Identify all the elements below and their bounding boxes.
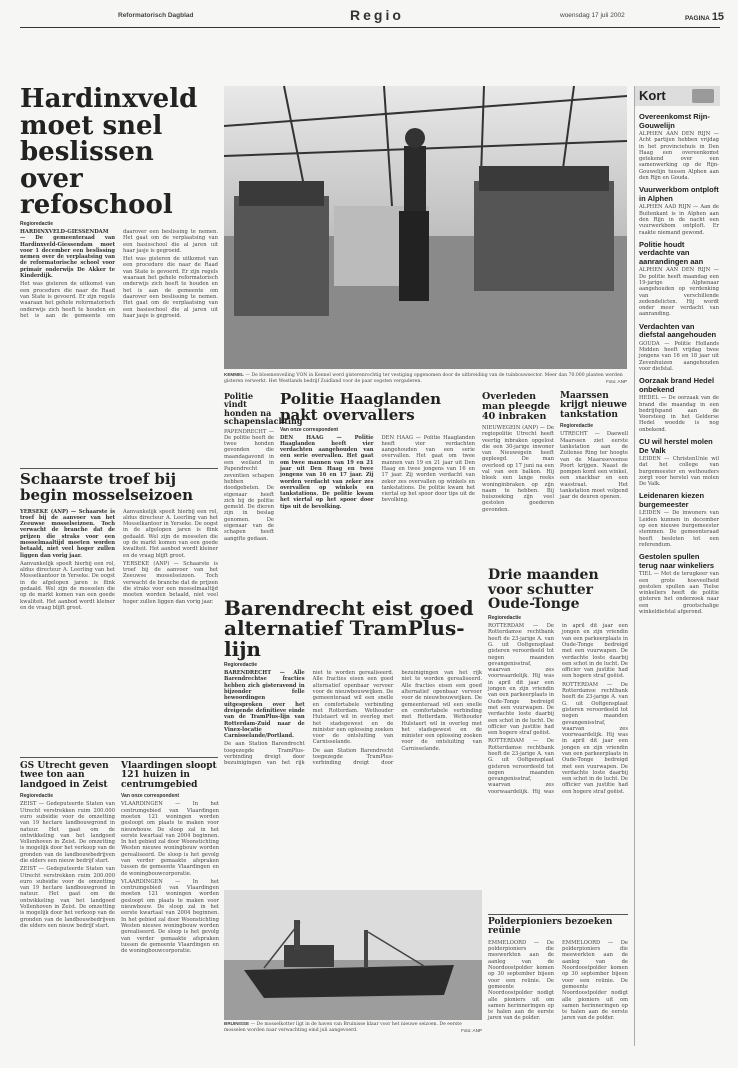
body-polderpioniers: EMMELOORD — De polderpioniers die meewerkten aan de aanleg van de Noordoostpolder komen op 30 september bijeen voor een reünie. De gemeente Noordoostpolder nodigt alle pioniers uit om samen herinneringen op te halen aan de eerste jaren van de polder.	[488, 939, 554, 1022]
article-hardinxveld	[20, 84, 218, 221]
headline-politie-haaglanden: Politie Haaglanden pakt overvallers	[280, 390, 442, 424]
kort-item: Verdachten van diefstal aangehouden GOUDA — Politie Hollands Midden heeft vrijdag twee jongens van 16 en 18 jaar uit Zevenhuizen aangehouden voor diefstal.	[639, 321, 719, 372]
masthead	[20, 6, 725, 28]
masthead-date: woensdag 17 juli 2002	[560, 12, 625, 19]
kicker-hardinxveld: Regioredactie	[20, 221, 54, 227]
kort-item: Oorzaak brand Hedel onbekend HEDEL — De oorzaak van de brand die maandag in een bedrijfspand aan de Voorsteeg in het Gelderse Hedel woedde is nog onbekend.	[639, 376, 719, 433]
article-politie-honden	[224, 391, 303, 592]
body-hardinxveld-2: Het was gisteren de uitkomst van een procedure die naar de Raad van State is gevoerd. Er zijn regels waaraan het gehele reformatorisch onderwijs zich heeft te houden en het is aan de gemeente om daarover een beslissing te nemen. Het gaat om de verplaatsing van een basisschool die al jaren uit haar jasje is gegroeid.	[123, 256, 218, 319]
divider-polder	[488, 914, 628, 915]
body-gs-utrecht: ZEIST — Gedeputeerde Staten van Utrecht verstrekken ruim 200.000 euro subsidie voor de omzetting van 19 hectare landbouwgrond in natuur. Het gaat om de ontwikkeling van het landgoed Vollenhoven in Zeist. De omzetting is mogelijk door het verkoop van de gronden van de landbouwbedrijven die elders een nieuw bedrijf start.	[20, 801, 115, 864]
body-maarssen: UTRECHT — Daewell Maarssen ziet eerste tankstation aan de Zuilense Ring ter hoogte van de Maarsseveense Poort krijgen. Naast de pompen komt een winkel, een snackbar en een wasstraat. Het tankstation moet volgend jaar de deuren openen.	[560, 431, 628, 501]
greenhouse-image	[224, 86, 627, 369]
body-politie-honden: PAPENDRECHT — De politie heeft de twee honden gevonden die maandagavond in een weiland in Papendrecht zeventien schapen hebben doodgebeten. De eigenaar heeft zich bij de politie gemeld. De dieren zijn in beslag genomen. De eigenaar van de schapen heeft aangifte gedaan.	[224, 428, 274, 542]
article-vlaardingen: Vlaardingen sloopt 121 huizen in centrumgebied Van onze correspondent VLAARDINGEN — In het centrumgebied van Vlaardingen moeten 121 woningen worden gesloopt om plaats te maken voor nieuwbouw. De sloop zal in het eerste kwartaal van 2004 beginnen. In het gebied zal door Woonstichting Westen nieuwe woningbouw worden gerealiseerd. De sloop is het gevolg van verder gemaakte afspraken tussen de gemeente Vlaardingen en de woningbouwcorporatie. VLAARDINGEN — In het centrumgebied van Vlaardingen moeten 121 woningen worden gesloopt om plaats te maken voor nieuwbouw. De sloop zal in het eerste kwartaal van 2004 beginnen. In het gebied zal door Woonstichting Westen nieuwe woningbouw worden gerealiseerd. De sloop is het gevolg van verder gemaakte afspraken tussen de gemeente Vlaardingen en de woningbouwcorporatie.	[121, 761, 219, 955]
photo-ship	[224, 890, 482, 1020]
article-hardinxveld-body	[20, 218, 218, 463]
map-icon	[692, 89, 714, 103]
lead-barendrecht: BARENDRECHT — Alle Barendrechtse fracties hebben zich gisteravond in bijzonder felle bewoordingen uitgesproken over het dreigende definitieve einde van de TramPlus-lijn van Rotterdam-Zuid naar de Vinex-locatie Carnisselande/Portland.	[224, 670, 305, 740]
headline-barendrecht: Barendrecht eist goed alternatief TramPlus-lijn	[224, 596, 474, 661]
photo-greenhouse	[224, 86, 627, 369]
photo-caption-greenhouse: KEMMEL — De bloemenveiling VON in Kennel werd gisterenrochtig ter vestiging opgenomen door de uitbreiding van de tuinbouwsector. Meer dan 70.000 planten werden gisteren verwerkt. Het Westlands bedrijf Zuidland voor de paar oogsten vergaderen. Foto: ANP	[224, 372, 627, 384]
article-polderpioniers: Polderpioniers bezoeken reünie EMMELOORD — De polderpioniers die meewerkten aan de aanleg van de Noordoostpolder komen op 30 september bijeen voor een reünie. De gemeente Noordoostpolder nodigt alle pioniers uit om samen herinneringen op te halen aan de eerste jaren van de polder. EMMELOORD — De polderpioniers die meewerkten aan de aanleg van de Noordoostpolder komen op 30 september bijeen voor een reünie. De gemeente Noordoostpolder nodigt alle pioniers uit om samen herinneringen op te halen aan de eerste jaren van de polder.	[488, 917, 628, 1022]
body-mosselseizoen: Aanvankelijk speelt hierbij een rol, aldus directeur A. Leerling van het Mosselkantoor in Yerseke. De oogst in de afgelopen jaren is flink gedaald. Wel zijn de mosselen die op de markt komen van een goede kwaliteit. Het aanbod wordt kleiner en de vraag blijft groot.	[20, 560, 115, 611]
headline-vlaardingen: Vlaardingen sloopt 121 huizen in centrumgebied	[121, 761, 217, 790]
masthead-paper-name: Reformatorisch Dagblad	[118, 12, 194, 19]
photo-caption-ship: BRUINISSE — De mosselkotter ligt in de haven van Bruinisse klaar voor het nieuwe seizoen. De eerste mosselen worden naar verwachting eind juli aangevoerd. Foto: ANP	[224, 1021, 482, 1033]
ship-image	[224, 890, 482, 1020]
masthead-page: PAGINA 15	[685, 11, 725, 23]
body-barendrecht: De aan Station Barendrecht toegezegde TramPlus-verbinding dreigt door bezuinigingen van het rijk niet te worden gerealiseerd. Alle fracties eisen een goed alternatief openbaar vervoer voor de nieuwbouwwijken. De gemeenteraad wil een snelle en comfortabele verbinding met Rotterdam. Wethouder Hulstaert wil in overleg met het stadsgewest en de minister een oplossing zoeken voor de ontsluiting van Carnisselande.	[224, 670, 394, 767]
body-hardinxveld: Het was gisteren de uitkomst van een procedure die naar de Raad van State is gevoerd. Er zijn regels waaraan het gehele reformatorisch onderwijs zich heeft te houden en het is aan de gemeente om daarover een beslissing te nemen. Het gaat om de verplaatsing van een basisschool die al jaren uit haar jasje is gegroeid.	[20, 229, 218, 319]
kort-item: CU wil herstel molen De Valk LEIDEN — ChristenUnie wil dat het college van burgemeester en wethouders zorgt voor herstel van molen De Valk.	[639, 437, 719, 488]
lead-hardinxveld: HARDINXVELD-GIESSENDAM — De gemeenteraad van Hardinxveld-Giessendam moet voor 1 december een beslissing nemen over de verplaatsing van de reformatorische school voor primair onderwijs De Akker te Kinderdijk.	[20, 229, 115, 280]
headline-gs-utrecht: GS Utrecht geven twee ton aan landgoed in Zeist	[20, 761, 109, 790]
body-overleden: NIEUWEGEIN (ANP) — De regiopolitie Utrecht heeft veertig inbraken opgelost die een 30-jarige inwoner van Nieuwegein heeft gepleegd. De man overleed op 17 juni na een val van een balkon. Hij bleek een lange reeks woninginbraken op zijn naam te hebben. Bij huiszoeking zijn veel gestolen goederen gevonden.	[482, 424, 554, 513]
article-maarssen: Maarssen krijgt nieuwe tankstation Regioredactie UTRECHT — Daewell Maarssen ziet eerste tankstation aan de Zuilense Ring ter hoogte van de Maarsseveense Poort krijgen. Naast de pompen komt een winkel, een snackbar en een wasstraat. Het tankstation moet volgend jaar de deuren openen.	[560, 391, 628, 501]
article-politie-haaglanden: Politie Haaglanden pakt overvallers Van onze correspondent DEN HAAG — Politie Haaglanden heeft vier verdachten aangehouden van een serie overvallen. Het gaat om twee mannen van 19 en 21 jaar uit Den Haag en twee jongens van 16 en 17 jaar. Zij worden verdacht van zeker zes overvallen op winkels en tankstations. De politie kwam het viertal op het spoor door tips uit de bevolking. DEN HAAG — Politie Haaglanden heeft vier verdachten aangehouden van een serie overvallen. Het gaat om twee mannen van 19 en 21 jaar uit Den Haag en twee jongens van 16 en 17 jaar. Zij worden verdacht van zeker zes overvallen op winkels en tankstations. De politie kwam het viertal op het spoor door tips uit de bevolking.	[280, 390, 475, 510]
headline-maarssen: Maarssen krijgt nieuwe tankstation	[560, 391, 627, 420]
kort-item: Gestolen spullen terug naar winkeliers TIEL — Met de terugkeer van een grote hoeveelheid gestolen spullen aan Tielse winkeliers heeft de politie gisteren het onderzoek naar een grootschalige winkeldiefstal afgerond.	[639, 552, 719, 616]
kort-title: Kort	[639, 88, 666, 103]
masthead-section: Regio	[350, 7, 404, 23]
headline-politie-honden: Politie vindt honden na schapenslachting	[224, 391, 303, 427]
article-oude-tonge: Drie maanden voor schutter Oude-Tonge Regioredactie ROTTERDAM — De Rotterdamse rechtbank heeft de 23-jarige A. van G. uit Ooltgensplaat gisteren veroordeeld tot negen maanden gevangenisstraf, waarvan zes voorwaardelijk. Hij was in april dit jaar een jongen en zijn vriendin van een parkeerplaats in Oude-Tonge bedreigd met een vuurwapen. De verdachte loste daarbij een schot in de lucht. De officier van justitie had een hogere straf geëist. ROTTERDAM — De Rotterdamse rechtbank heeft de 23-jarige A. van G. uit Ooltgensplaat gisteren veroordeeld tot negen maanden gevangenisstraf, waarvan zes voorwaardelijk. Hij was in april dit jaar een jongen en zijn vriendin van een parkeerplaats in Oude-Tonge bedreigd met een vuurwapen. De verdachte loste daarbij een schot in de lucht. De officier van justitie had een hogere straf geëist. ROTTERDAM — De Rotterdamse rechtbank heeft de 23-jarige A. van G. uit Ooltgensplaat gisteren veroordeeld tot negen maanden gevangenisstraf, waarvan zes voorwaardelijk. Hij was in april dit jaar een jongen en zijn vriendin van een parkeerplaats in Oude-Tonge bedreigd met een vuurwapen. De verdachte loste daarbij een schot in de lucht. De officier van justitie had een hogere straf geëist.	[488, 567, 628, 795]
kort-item: Leidenaren kiezen burgemeester LEIDEN — De inwoners van Leiden kunnen in december op een nieuwe burgemeester stemmen. De gemeenteraad heeft besloten tot een referendum.	[639, 491, 719, 548]
divider-mossel	[20, 468, 218, 469]
headline-overleden: Overleden man pleegde 40 inbraken	[482, 391, 551, 422]
kort-item: Vuurwerkbom ontploft in Alphen ALPHEN AAD RIJN — Aan de Buitenkant is in Alphen aan den Rijn in de nacht een vuurwerkbom ontploft. Er raakte niemand gewond.	[639, 185, 719, 236]
body-oude-tonge: ROTTERDAM — De Rotterdamse rechtbank heeft de 23-jarige A. van G. uit Ooltgensplaat gisteren veroordeeld tot negen maanden gevangenisstraf, waarvan zes voorwaardelijk. Hij was in april dit jaar een jongen en zijn vriendin van een parkeerplaats in Oude-Tonge bedreigd met een vuurwapen. De verdachte loste daarbij een schot in de lucht. De officier van justitie had een hogere straf geëist.	[488, 623, 554, 737]
body-vlaardingen: VLAARDINGEN — In het centrumgebied van Vlaardingen moeten 121 woningen worden gesloopt om plaats te maken voor nieuwbouw. De sloop zal in het eerste kwartaal van 2004 beginnen. In het gebied zal door Woonstichting Westen nieuwe woningbouw worden gerealiseerd. De sloop is het gevolg van verder gemaakte afspraken tussen de gemeente Vlaardingen en de woningbouwcorporatie.	[121, 801, 219, 877]
kort-item: Politie houdt verdachte van aanrandingen aan ALPHEN AAN DEN RIJN — De politie heeft maandag een 19-jarige Alphenaar aangehouden op verdenking van verschillende zedendelicten. Hij wordt onder meer verdacht van aanranding.	[639, 239, 719, 318]
body-politie-haaglanden: DEN HAAG — Politie Haaglanden heeft vier verdachten aangehouden van een serie overvallen. Het gaat om twee mannen van 19 en 21 jaar uit Den Haag en twee jongens van 16 en 17 jaar. Zij worden verdacht van zeker zes overvallen op winkels en tankstations. De politie kwam het viertal op het spoor door tips uit de bevolking.	[280, 434, 374, 510]
article-barendrecht: Barendrecht eist goed alternatief TramPlus-lijn Regioredactie BARENDRECHT — Alle Barendrechtse fracties hebben zich gisteravond in bijzonder felle bewoordingen uitgesproken over het dreigende definitieve einde van de TramPlus-lijn van Rotterdam-Zuid naar de Vinex-locatie Carnisselande/Portland. De aan Station Barendrecht toegezegde TramPlus-verbinding dreigt door bezuinigingen van het rijk niet te worden gerealiseerd. Alle fracties eisen een goed alternatief openbaar vervoer voor de nieuwbouwwijken. De gemeenteraad wil een snelle en comfortabele verbinding met Rotterdam. Wethouder Hulstaert wil in overleg met het stadsgewest en de minister een oplossing zoeken voor de ontsluiting van Carnisselande. De aan Station Barendrecht toegezegde TramPlus-verbinding dreigt door bezuinigingen van het rijk niet te worden gerealiseerd. Alle fracties eisen een goed alternatief openbaar vervoer voor de nieuwbouwwijken. De gemeenteraad wil een snelle en comfortabele verbinding met Rotterdam. Wethouder Hulstaert wil in overleg met het stadsgewest en de minister een oplossing zoeken voor de ontsluiting van Carnisselande.	[224, 596, 482, 767]
divider-gs	[20, 757, 218, 758]
kort-sidebar	[634, 86, 720, 1046]
lead-mosselseizoen: YERSEKE (ANP) — Schaarste is troef bij de aanvoer van het Zeeuwse mosselseizoen. Toch verwacht de branche dat de prijzen die straks voor een mosselmaaltijd moeten worden betaald, niet veel hoger zullen liggen dan vorig jaar.	[20, 508, 115, 559]
kort-items	[639, 108, 719, 615]
headline-oude-tonge: Drie maanden voor schutter Oude-Tonge	[488, 567, 599, 613]
headline-polderpioniers: Polderpioniers bezoeken reünie	[488, 917, 613, 937]
headline-mosselseizoen: Schaarste troef bij begin mosselseizoen	[20, 470, 194, 504]
article-overleden	[482, 392, 554, 592]
article-mosselseizoen: Schaarste troef bij begin mosselseizoen YERSEKE (ANP) — Schaarste is troef bij de aanvoer van het Zeeuwse mosselseizoen. Toch verwacht de branche dat de prijzen die straks voor een mosselmaaltijd moeten worden betaald, niet veel hoger zullen liggen dan vorig jaar. Aanvankelijk speelt hierbij een rol, aldus directeur A. Leerling van het Mosselkantoor in Yerseke. De oogst in de afgelopen jaren is flink gedaald. Wel zijn de mosselen die op de markt komen van een goede kwaliteit. Het aanbod wordt kleiner en de vraag blijft groot. Aanvankelijk speelt hierbij een rol, aldus directeur A. Leerling van het Mosselkantoor in Yerseke. De oogst in de afgelopen jaren is flink gedaald. Wel zijn de mosselen die op de markt komen van een goede kwaliteit. Het aanbod wordt kleiner en de vraag blijft groot. YERSEKE (ANP) — Schaarste is troef bij de aanvoer van het Zeeuwse mosselseizoen. Toch verwacht de branche dat de prijzen die straks voor een mosselmaaltijd moeten worden betaald, niet veel hoger zullen liggen dan vorig jaar.	[20, 470, 218, 611]
kort-item: Overeenkomst Rijn-Gouwelijn ALPHEN AAN DEN RIJN — Acht partijen hebben vrijdag in het provinciehuis in Den Haag een overeenkomst getekend over een samenwerking op de Rijn-Gouwelijn tussen Alphen aan den Rijn en Gouda.	[639, 112, 719, 182]
headline-hardinxveld: Hardinxveld moet snel beslissen over refoschool	[20, 84, 198, 221]
kort-header	[635, 86, 720, 106]
article-gs-utrecht: GS Utrecht geven twee ton aan landgoed in Zeist Regioredactie ZEIST — Gedeputeerde Staten van Utrecht verstrekken ruim 200.000 euro subsidie voor de omzetting van 19 hectare landbouwgrond in natuur. Het gaat om de ontwikkeling van het landgoed Vollenhoven in Zeist. De omzetting is mogelijk door het verkoop van de gronden van de landbouwbedrijven die elders een nieuw bedrijf start. ZEIST — Gedeputeerde Staten van Utrecht verstrekken ruim 200.000 euro subsidie voor de omzetting van 19 hectare landbouwgrond in natuur. Het gaat om de ontwikkeling van het landgoed Vollenhoven in Zeist. De omzetting is mogelijk door het verkoop van de gronden van de landbouwbedrijven die elders een nieuw bedrijf start.	[20, 761, 115, 929]
